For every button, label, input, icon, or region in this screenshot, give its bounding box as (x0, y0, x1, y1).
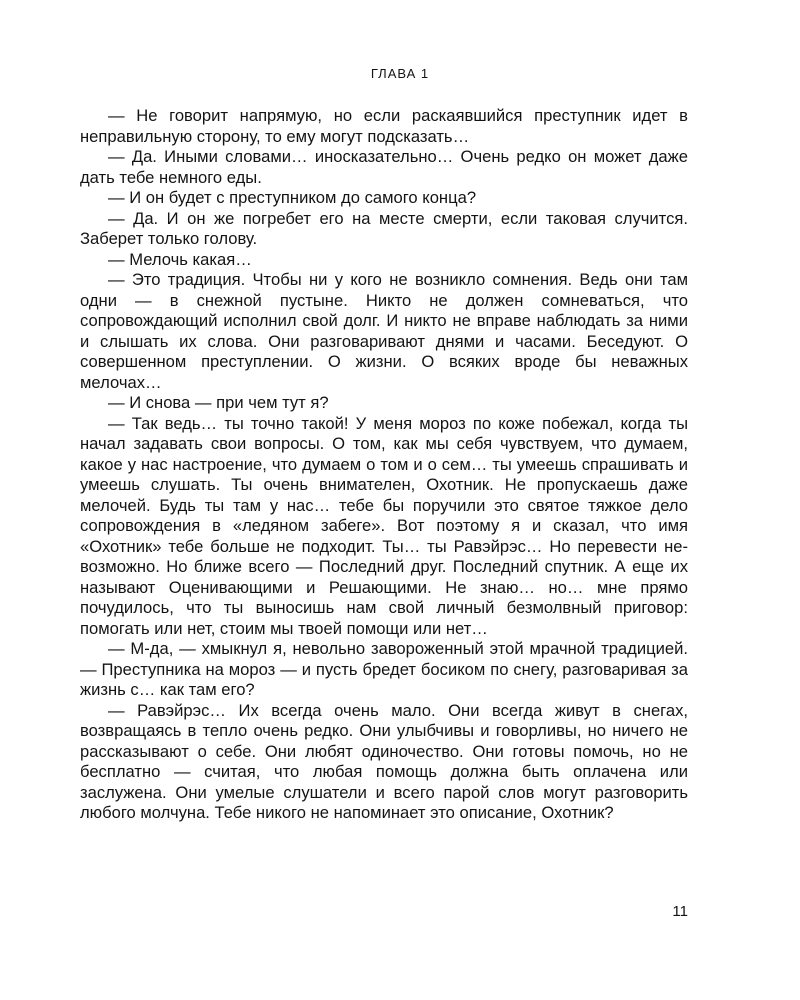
running-head-chapter: ГЛАВА 1 (370, 66, 430, 81)
paragraph: — Равэйрэс… Их всегда очень мало. Они всегда живут в снегах, возвращаясь в тепло очень редко. Они улыбчивы и говорливы, но ничего не рассказывают о себе. Они любят одиночество. Они готовы помочь, но не бесплатно — считая, что любая помощь должна быть оплачена или заслужена. Они умелые слушатели и всего парой слов могут разговорить любого молчуна. Тебе никого не напоминает это описание, Охотник? (80, 700, 688, 822)
paragraph: — Это традиция. Чтобы ни у кого не возникло сомнения. Ведь они там одни — в снежной пустыне. Никто не должен сомневаться, что сопровождающий исполнил свой долг. И никто не вправе наблюдать за ними и слышать их слова. Они разговаривают днями и часами. Беседуют. О совершенном преступлении. О жизни. О всяких вроде бы неважных мелочах… (80, 270, 688, 392)
paragraph: — И он будет с преступником до самого конца? (108, 188, 477, 207)
paragraph: — Мелочь какая… (108, 249, 252, 269)
paragraph: — Да. И он же погребет его на месте смерти, если таковая случится. Заберет только голову. (80, 208, 688, 248)
paragraph: — М-да, — хмыкнул я, невольно завороженный этой мрачной традицией. — Преступника на мороз — и пусть бредет босиком по снегу, разговаривая за жизнь с… как там его? (80, 639, 688, 699)
body-text (80, 106, 688, 824)
paragraph: — Да. Иными словами… иносказательно… Очень редко он может даже дать тебе немного еды. (80, 147, 688, 187)
paragraph: — Не говорит напрямую, но если раскаявшийся преступник идет в неправильную сторону, то ему могут подсказать… (80, 106, 688, 146)
page-number: 11 (672, 903, 688, 920)
paragraph: — И снова — при чем тут я? (108, 393, 329, 412)
paragraph: — Так ведь… ты точно такой! У меня мороз по коже побежал, когда ты начал задавать свои вопросы. О том, как мы себя чувствуем, что думаем, какое у нас настроение, что думаем о том и о сем… ты умеешь спрашивать и умеешь слушать. Ты очень внимателен, Охотник. Не пропускаешь даже мелочей. Будь ты там у нас… тебе бы поручили это святое тяжкое дело сопровождения в «ледяном забеге». Вот поэтому я и сказал, что имя «Охотник» тебе больше не подходит. Ты… ты Равэйрэс… Но перевести невозможно. Но ближе всего — Последний друг. Последний спутник. А еще их называют Оценивающими и Решающими. Не знаю… но… мне прямо почудилось, что ты выносишь нам свой личный безмолвный приговор: помогать или нет, стоим мы твоей помощи или нет… (80, 413, 688, 638)
